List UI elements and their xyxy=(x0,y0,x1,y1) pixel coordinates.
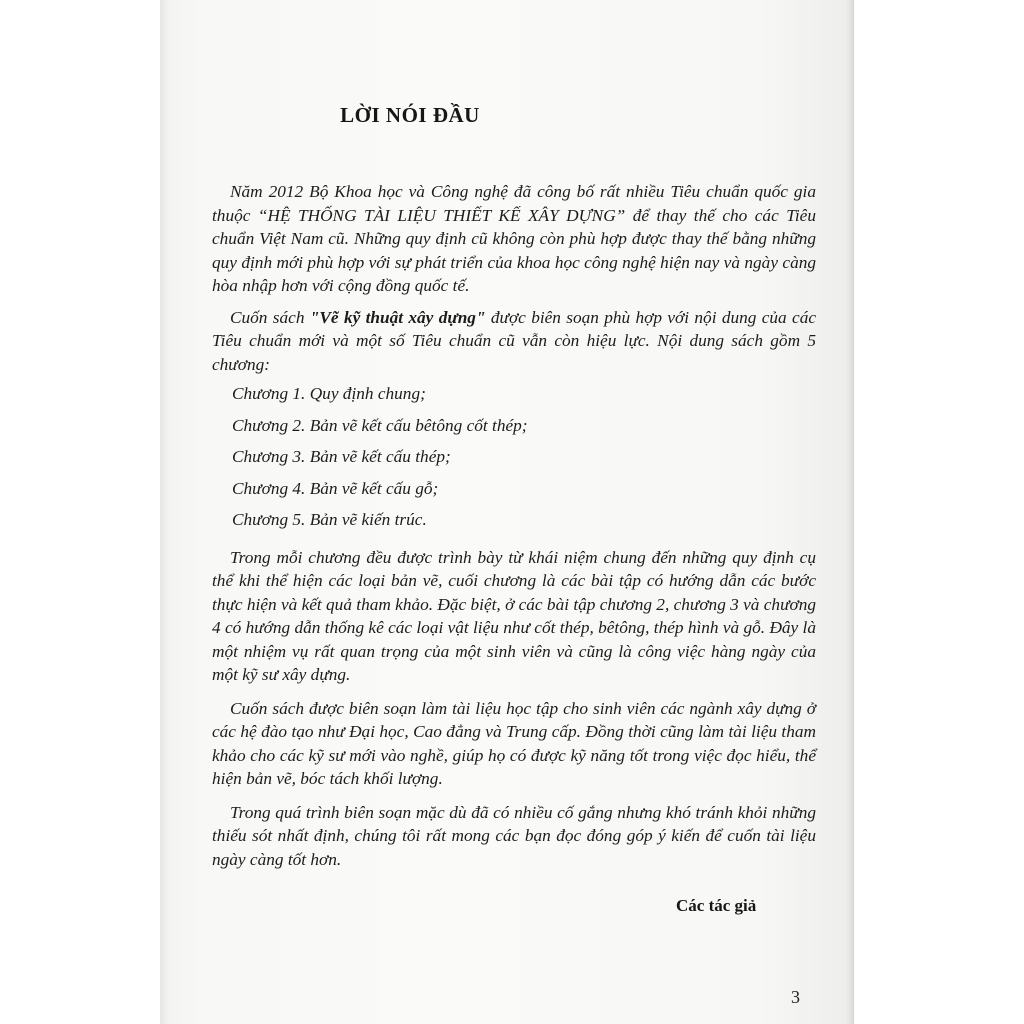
paragraph-3: Trong mỗi chương đều được trình bày từ khái niệm chung đến những quy định cụ thể khi thể hiện các loại bản vẽ, cuối chương là các bài tập có hướng dẫn các bước thực hiện và kết quả tham khảo. Đặc biệt, ở các bài tập chương 2, chương 3 và chương 4 có hướng dẫn thống kê các loại vật liệu như cốt thép, bêtông, thép hình và gỗ. Đây là một nhiệm vụ rất quan trọng của một sinh viên và cũng là công việc hàng ngày của một kỹ sư xây dựng. xyxy=(212,547,816,684)
chapter-item-2: Chương 2. Bản vẽ kết cấu bêtông cốt thép; xyxy=(232,415,528,435)
chapter-list xyxy=(212,382,816,532)
paragraph-1 xyxy=(212,180,816,298)
chapter-item-5: Chương 5. Bản vẽ kiến trúc. xyxy=(232,510,427,529)
chapter-item-4: Chương 4. Bản vẽ kết cấu gỗ; xyxy=(232,478,439,498)
chapter-item-1: Chương 1. Quy định chung; xyxy=(232,384,426,403)
preface-body xyxy=(212,180,816,871)
page-number: 3 xyxy=(791,987,800,1007)
paragraph-5: Trong quá trình biên soạn mặc dù đã có nhiều cố gắng nhưng khó tránh khỏi những thiếu sót nhất định, chúng tôi rất mong các bạn đọc đóng góp ý kiến để cuốn tài liệu ngày càng tốt hơn. xyxy=(212,802,816,869)
paragraph-2-text-b: được biên soạn phù hợp với nội dung của các Tiêu chuẩn mới và một số Tiêu chuẩn cũ vẫn còn hiệu lực. Nội dung sách gồm 5 chương: xyxy=(212,307,817,374)
paragraph-2-text-a: Cuốn sách xyxy=(230,307,310,327)
paragraph-1-text-b: để thay thế cho các Tiêu chuẩn Việt Nam cũ. Những quy định cũ không còn phù hợp được thay thế bằng những quy định mới phù hợp với sự phát triển của khoa học công nghệ hiện nay và ngày càng hòa nhập hơn với cộng đồng quốc tế. xyxy=(212,205,816,295)
chapter-item-3: Chương 3. Bản vẽ kết cấu thép; xyxy=(232,447,451,466)
paragraph-1-text-a: Năm 2012 Bộ Khoa học và Công nghệ đã công bố rất nhiều Tiêu chuẩn quốc gia thuộc xyxy=(212,182,816,225)
book-title: "Vẽ kỹ thuật xây dựng" xyxy=(309,307,486,327)
paragraph-4: Cuốn sách được biên soạn làm tài liệu học tập cho sinh viên các ngành xây dựng ở các hệ đào tạo như Đại học, Cao đẳng và Trung cấp. Đồng thời cũng làm tài liệu tham khảo cho các kỹ sư mới vào nghề, giúp họ có được kỹ năng tốt trong việc đọc hiểu, thể hiện bản vẽ, bóc tách khối lượng. xyxy=(212,698,816,788)
paragraph-2 xyxy=(212,306,816,377)
page-title: LỜI NÓI ĐẦU xyxy=(340,103,480,127)
signature: Các tác giả xyxy=(676,896,757,915)
system-name-quote: “HỆ THỐNG TÀI LIỆU THIẾT KẾ XÂY DỰNG” xyxy=(257,205,626,225)
